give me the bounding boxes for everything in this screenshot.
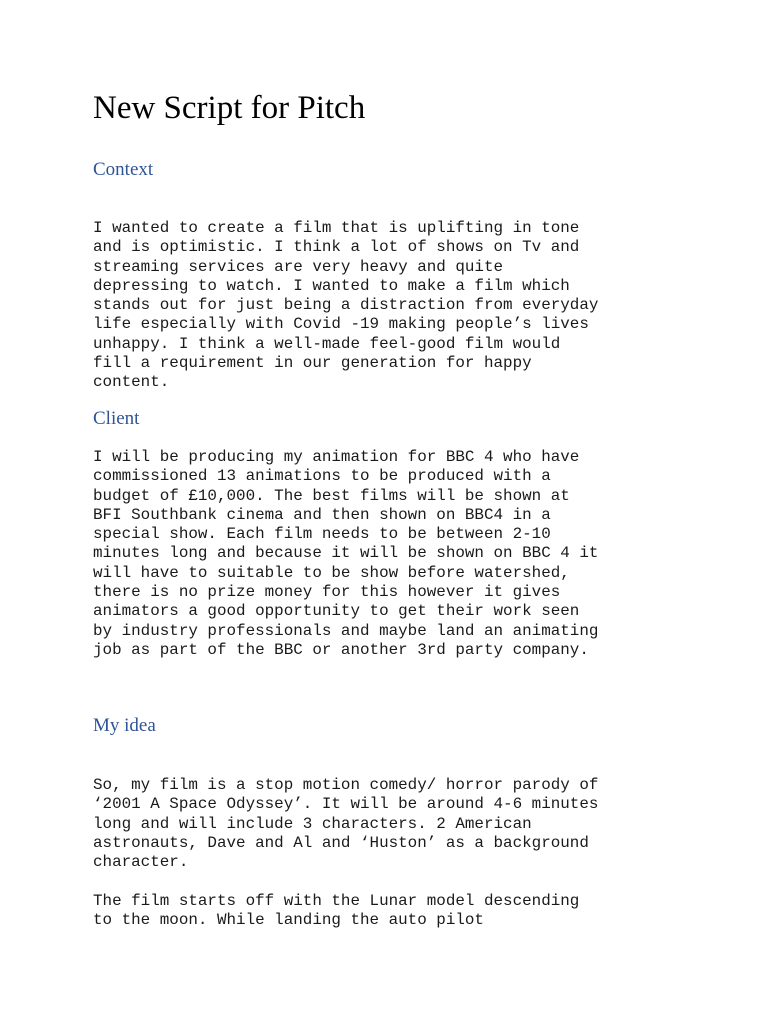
section-heading-context: Context	[93, 159, 154, 180]
section-heading-client: Client	[93, 408, 140, 429]
section-heading-my-idea: My idea	[93, 715, 156, 736]
paragraph-film-opening: The film starts off with the Lunar model descending to the moon. While landing the auto pilot	[93, 892, 580, 930]
paragraph-my-idea: So, my film is a stop motion comedy/ horror parody of ‘2001 A Space Odyssey’. It will be around 4-6 minutes long and will include 3 characters. 2 American astronauts, Dave and Al and ‘Huston’ as a background character.	[93, 776, 599, 872]
document-title: New Script for Pitch	[93, 90, 366, 126]
paragraph-client: I will be producing my animation for BBC 4 who have commissioned 13 animations to be produced with a budget of £10,000. The best films will be shown at BFI Southbank cinema and then shown on BBC4 in a special show. Each film needs to be between 2-10 minutes long and because it will be shown on BBC 4 it will have to suitable to be show before watershed, there is no prize money for this however it gives animators a good opportunity to get their work seen by industry professionals and maybe land an animating job as part of the BBC or another 3rd party company.	[93, 448, 599, 659]
paragraph-context: I wanted to create a film that is uplifting in tone and is optimistic. I think a lot of shows on Tv and streaming services are very heavy and quite depressing to watch. I wanted to make a film which stands out for just being a distraction from everyday life especially with Covid -19 making people’s lives unhappy. I think a well-made feel-good film would fill a requirement in our generation for happy content.	[93, 219, 599, 392]
